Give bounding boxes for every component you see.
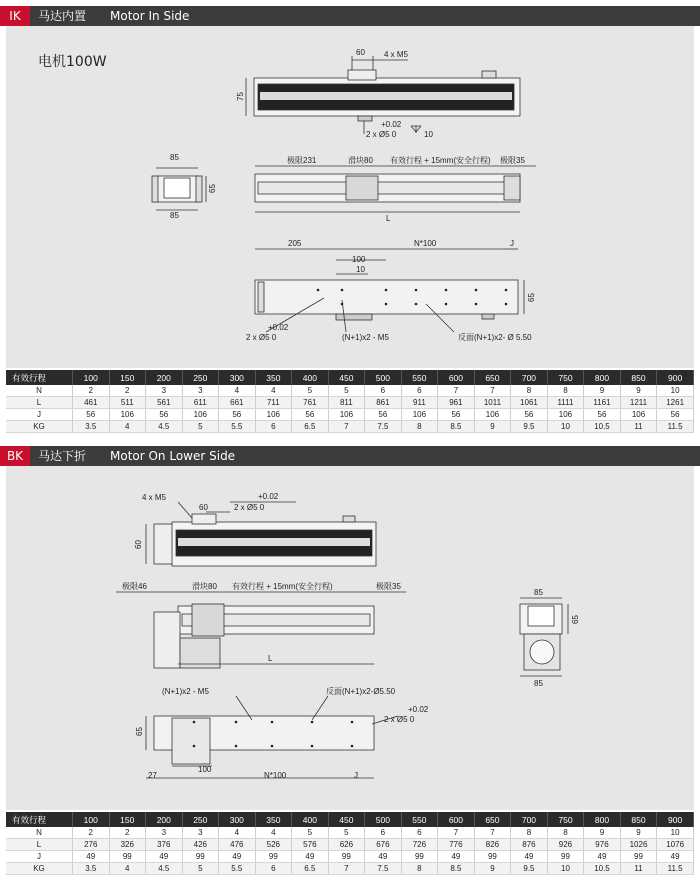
ik-table-cell: 911 xyxy=(401,397,438,409)
ik-table-cell: 1161 xyxy=(584,397,621,409)
bk-table-cell: 10 xyxy=(547,863,584,875)
ik-table-cell: 7 xyxy=(438,385,475,397)
bk-stroke-header: 850 xyxy=(620,812,657,827)
ik-table-cell: 3.5 xyxy=(73,421,110,433)
ik-dim-bot-65: 65 xyxy=(527,293,536,302)
ik-table-row xyxy=(6,397,694,409)
ik-table-cell: 561 xyxy=(146,397,183,409)
ik-table-cell: 56 xyxy=(292,409,329,421)
ik-table-cell: 106 xyxy=(182,409,219,421)
ik-dim-top-l: L xyxy=(386,214,391,223)
bk-table-cell: 726 xyxy=(401,839,438,851)
ik-row-label: J xyxy=(6,409,73,421)
ik-table-cell: 1011 xyxy=(474,397,511,409)
bk-dim-bot-j: J xyxy=(354,771,358,780)
ik-table-cell: 9 xyxy=(584,385,621,397)
ik-table-cell: 6.5 xyxy=(292,421,329,433)
ik-dim-top-slider: 滑块80 xyxy=(348,156,373,165)
ik-dim-front-75: 75 xyxy=(236,92,245,101)
bk-table-cell: 49 xyxy=(511,851,548,863)
bk-dim-front-hole: 2 x Ø5 0 xyxy=(234,503,265,512)
bk-table-cell: 3 xyxy=(146,827,183,839)
ik-dim-top-limit2: 极限35 xyxy=(500,156,525,165)
bk-title-cn: 马达下折 xyxy=(38,449,87,463)
bk-table-cell: 49 xyxy=(365,851,402,863)
bk-table-cell: 49 xyxy=(292,851,329,863)
bk-table-cell: 10.5 xyxy=(584,863,621,875)
bk-stroke-header: 500 xyxy=(365,812,402,827)
ik-table-cell: 8.5 xyxy=(438,421,475,433)
bk-dim-bot-100: 100 xyxy=(198,765,212,774)
ik-table-cell: 761 xyxy=(292,397,329,409)
bk-table-header-label: 有效行程 xyxy=(6,812,73,827)
ik-stroke-header: 200 xyxy=(146,370,183,385)
bk-table-cell: 626 xyxy=(328,839,365,851)
ik-table-cell: 1061 xyxy=(511,397,548,409)
bk-row-label: KG xyxy=(6,863,73,875)
ik-table-cell: 611 xyxy=(182,397,219,409)
ik-subtitle: 电机100W xyxy=(38,54,107,70)
ik-table-row xyxy=(6,385,694,397)
bk-table-row xyxy=(6,863,694,875)
bk-dim-bot-65: 65 xyxy=(135,727,144,736)
bk-table-cell: 9 xyxy=(474,863,511,875)
ik-stroke-header: 100 xyxy=(73,370,110,385)
ik-table-cell: 106 xyxy=(401,409,438,421)
ik-table-cell: 11.5 xyxy=(657,421,694,433)
ik-table-cell: 2 xyxy=(109,385,146,397)
ik-dim-side-85-top: 85 xyxy=(170,153,179,162)
bk-stroke-header: 450 xyxy=(328,812,365,827)
ik-table-cell: 811 xyxy=(328,397,365,409)
bk-table-cell: 10 xyxy=(657,827,694,839)
bk-drawing-panel xyxy=(6,466,694,810)
bk-row-label: J xyxy=(6,851,73,863)
ik-table-cell: 6 xyxy=(401,385,438,397)
ik-table-cell: 1211 xyxy=(620,397,657,409)
bk-badge: BK xyxy=(0,446,30,466)
bk-table-cell: 4 xyxy=(219,827,256,839)
ik-stroke-header: 250 xyxy=(182,370,219,385)
ik-stroke-header: 700 xyxy=(511,370,548,385)
bk-table-row xyxy=(6,851,694,863)
bk-stroke-header: 700 xyxy=(511,812,548,827)
bk-table-cell: 7 xyxy=(438,827,475,839)
ik-row-label: N xyxy=(6,385,73,397)
ik-table-cell: 3 xyxy=(182,385,219,397)
bk-table-cell: 7.5 xyxy=(365,863,402,875)
bk-stroke-header: 600 xyxy=(438,812,475,827)
ik-dim-bot-hole: 2 x Ø5 0 xyxy=(246,333,277,342)
ik-dim-front-hole: 2 x Ø5 0 xyxy=(366,130,397,139)
ik-table-cell: 10.5 xyxy=(584,421,621,433)
ik-stroke-header: 350 xyxy=(255,370,292,385)
ik-table-cell: 56 xyxy=(73,409,110,421)
ik-table-cell: 6 xyxy=(365,385,402,397)
ik-table-cell: 9 xyxy=(474,421,511,433)
ik-table-cell: 4.5 xyxy=(146,421,183,433)
bk-table-cell: 9.5 xyxy=(511,863,548,875)
ik-dim-top-stroke: 有效行程 + 15mm(安全行程) xyxy=(390,156,491,165)
bk-stroke-header: 200 xyxy=(146,812,183,827)
bk-table-cell: 276 xyxy=(73,839,110,851)
bk-dim-side-65: 65 xyxy=(571,615,580,624)
bk-dim-top-stroke: 有效行程 + 15mm(安全行程) xyxy=(232,582,333,591)
bk-table-cell: 99 xyxy=(474,851,511,863)
ik-stroke-header: 550 xyxy=(401,370,438,385)
ik-stroke-header: 450 xyxy=(328,370,365,385)
bk-dim-front-4xm5: 4 x M5 xyxy=(142,493,167,502)
bk-table-cell: 99 xyxy=(255,851,292,863)
bk-table-cell: 99 xyxy=(547,851,584,863)
ik-stroke-header: 800 xyxy=(584,370,621,385)
bk-dim-top-limit1: 极限46 xyxy=(122,582,147,591)
bk-dim-bot-hole: 2 x Ø5 0 xyxy=(384,715,415,724)
ik-section-header xyxy=(0,6,700,26)
bk-table-cell: 99 xyxy=(109,851,146,863)
bk-table-cell: 776 xyxy=(438,839,475,851)
ik-table-cell: 56 xyxy=(511,409,548,421)
bk-table-cell: 4.5 xyxy=(146,863,183,875)
ik-dim-bot-j: J xyxy=(510,239,514,248)
ik-table-cell: 106 xyxy=(547,409,584,421)
bk-table-cell: 99 xyxy=(182,851,219,863)
bk-dim-front-tol: +0.02 xyxy=(258,492,279,501)
ik-spec-table xyxy=(6,370,694,433)
ik-table-cell: 106 xyxy=(620,409,657,421)
ik-table-cell: 106 xyxy=(109,409,146,421)
bk-stroke-header: 350 xyxy=(255,812,292,827)
ik-table-cell: 511 xyxy=(109,397,146,409)
bk-table-cell: 49 xyxy=(73,851,110,863)
bk-dim-top-l: L xyxy=(268,654,273,663)
ik-stroke-header: 300 xyxy=(219,370,256,385)
bk-dim-bot-rev: 反面(N+1)x2-Ø5.50 xyxy=(326,687,396,696)
bk-row-label: N xyxy=(6,827,73,839)
bk-table-cell: 8.5 xyxy=(438,863,475,875)
bk-stroke-header: 100 xyxy=(73,812,110,827)
ik-table-cell: 106 xyxy=(328,409,365,421)
bk-table-cell: 99 xyxy=(620,851,657,863)
ik-dim-bot-10: 10 xyxy=(356,265,365,274)
bk-table-cell: 926 xyxy=(547,839,584,851)
ik-table-cell: 10 xyxy=(547,421,584,433)
bk-table-cell: 5.5 xyxy=(219,863,256,875)
ik-stroke-header: 150 xyxy=(109,370,146,385)
ik-table-cell: 711 xyxy=(255,397,292,409)
bk-stroke-header: 250 xyxy=(182,812,219,827)
ik-table-cell: 861 xyxy=(365,397,402,409)
bk-table-cell: 326 xyxy=(109,839,146,851)
ik-table-row xyxy=(6,421,694,433)
ik-dim-bot-m5: (N+1)x2 - M5 xyxy=(342,333,389,342)
ik-row-label: KG xyxy=(6,421,73,433)
ik-table-row xyxy=(6,409,694,421)
ik-table-cell: 56 xyxy=(219,409,256,421)
bk-spec-table xyxy=(6,812,694,875)
bk-table-cell: 7 xyxy=(474,827,511,839)
bk-table-cell: 5 xyxy=(182,863,219,875)
bk-table-cell: 976 xyxy=(584,839,621,851)
bk-table-cell: 8 xyxy=(401,863,438,875)
bk-stroke-header: 800 xyxy=(584,812,621,827)
bk-table-cell: 5 xyxy=(328,827,365,839)
bk-table-cell: 6 xyxy=(365,827,402,839)
ik-stroke-header: 650 xyxy=(474,370,511,385)
bk-stroke-header: 150 xyxy=(109,812,146,827)
bk-table-cell: 4 xyxy=(255,827,292,839)
bk-table-cell: 2 xyxy=(73,827,110,839)
bk-stroke-header: 550 xyxy=(401,812,438,827)
ik-stroke-header: 600 xyxy=(438,370,475,385)
ik-table-cell: 6 xyxy=(255,421,292,433)
ik-table-cell: 461 xyxy=(73,397,110,409)
ik-title-en: Motor In Side xyxy=(110,9,190,23)
bk-dim-side-85-top: 85 xyxy=(534,588,543,597)
bk-table-cell: 49 xyxy=(438,851,475,863)
ik-stroke-header: 400 xyxy=(292,370,329,385)
ik-dim-bot-rev: 反面(N+1)x2- Ø 5.50 xyxy=(458,333,532,342)
ik-table-header-row xyxy=(6,370,694,385)
ik-dim-side-85-bot: 85 xyxy=(170,211,179,220)
ik-table-cell: 961 xyxy=(438,397,475,409)
bk-table-cell: 4 xyxy=(109,863,146,875)
ik-table-cell: 5 xyxy=(292,385,329,397)
ik-table-cell: 7.5 xyxy=(365,421,402,433)
ik-table-cell: 3 xyxy=(146,385,183,397)
bk-dim-bot-n100: N*100 xyxy=(264,771,287,780)
ik-table-cell: 8 xyxy=(401,421,438,433)
bk-dim-bot-tol: +0.02 xyxy=(408,705,429,714)
bk-dim-top-limit2: 极限35 xyxy=(376,582,401,591)
ik-table-cell: 4 xyxy=(109,421,146,433)
bk-table-cell: 8 xyxy=(547,827,584,839)
ik-table-cell: 1111 xyxy=(547,397,584,409)
ik-table-cell: 56 xyxy=(438,409,475,421)
ik-table-cell: 10 xyxy=(657,385,694,397)
ik-dim-bot-tol: +0.02 xyxy=(268,323,289,332)
bk-table-cell: 99 xyxy=(401,851,438,863)
bk-table-cell: 99 xyxy=(328,851,365,863)
ik-badge: IK xyxy=(0,6,30,26)
bk-table-cell: 49 xyxy=(146,851,183,863)
bk-table-cell: 11.5 xyxy=(657,863,694,875)
ik-drawing xyxy=(6,26,694,368)
ik-dim-front-4xm5: 4 x M5 xyxy=(384,50,409,59)
ik-stroke-header: 750 xyxy=(547,370,584,385)
ik-table-cell: 9 xyxy=(620,385,657,397)
bk-table-cell: 476 xyxy=(219,839,256,851)
ik-table-cell: 56 xyxy=(584,409,621,421)
bk-stroke-header: 900 xyxy=(657,812,694,827)
bk-table-cell: 826 xyxy=(474,839,511,851)
bk-title-en: Motor On Lower Side xyxy=(110,449,236,463)
bk-table-cell: 1026 xyxy=(620,839,657,851)
bk-table-cell: 6.5 xyxy=(292,863,329,875)
ik-table-cell: 106 xyxy=(474,409,511,421)
ik-table-cell: 8 xyxy=(511,385,548,397)
ik-table-cell: 5.5 xyxy=(219,421,256,433)
bk-table-cell: 6 xyxy=(401,827,438,839)
bk-table-cell: 676 xyxy=(365,839,402,851)
bk-table-row xyxy=(6,827,694,839)
bk-table-row xyxy=(6,839,694,851)
bk-section-header xyxy=(0,446,700,466)
ik-table-cell: 9.5 xyxy=(511,421,548,433)
bk-table-cell: 9 xyxy=(584,827,621,839)
ik-stroke-header: 900 xyxy=(657,370,694,385)
ik-table-cell: 11 xyxy=(620,421,657,433)
bk-row-label: L xyxy=(6,839,73,851)
bk-stroke-header: 300 xyxy=(219,812,256,827)
ik-table-cell: 5 xyxy=(182,421,219,433)
bk-table-cell: 9 xyxy=(620,827,657,839)
bk-stroke-header: 400 xyxy=(292,812,329,827)
ik-dim-front-10: 10 xyxy=(424,130,433,139)
bk-table-cell: 49 xyxy=(657,851,694,863)
ik-table-cell: 8 xyxy=(547,385,584,397)
ik-table-cell: 7 xyxy=(328,421,365,433)
ik-table-cell: 56 xyxy=(657,409,694,421)
ik-table-cell: 7 xyxy=(474,385,511,397)
ik-dim-bot-n100: N*100 xyxy=(414,239,437,248)
ik-dim-bot-100: 100 xyxy=(352,255,366,264)
bk-dim-bot-27: 27 xyxy=(148,771,157,780)
ik-table-header-label: 有效行程 xyxy=(6,370,73,385)
bk-table-cell: 49 xyxy=(584,851,621,863)
ik-table-cell: 106 xyxy=(255,409,292,421)
bk-stroke-header: 650 xyxy=(474,812,511,827)
ik-table-cell: 56 xyxy=(146,409,183,421)
bk-dim-bot-m5: (N+1)x2 - M5 xyxy=(162,687,209,696)
bk-table-cell: 3 xyxy=(182,827,219,839)
bk-drawing xyxy=(6,466,694,810)
bk-stroke-header: 750 xyxy=(547,812,584,827)
ik-title-cn: 马达内置 xyxy=(38,9,87,23)
ik-table-cell: 4 xyxy=(255,385,292,397)
ik-drawing-panel xyxy=(6,26,694,368)
ik-table-cell: 1261 xyxy=(657,397,694,409)
bk-table-cell: 11 xyxy=(620,863,657,875)
ik-table-cell: 5 xyxy=(328,385,365,397)
bk-table-cell: 426 xyxy=(182,839,219,851)
bk-table-cell: 576 xyxy=(292,839,329,851)
bk-table-cell: 1076 xyxy=(657,839,694,851)
bk-table-cell: 49 xyxy=(219,851,256,863)
bk-dim-top-slider: 滑块80 xyxy=(192,582,217,591)
bk-dim-front-60v: 60 xyxy=(134,540,143,549)
bk-table-cell: 876 xyxy=(511,839,548,851)
ik-table-cell: 661 xyxy=(219,397,256,409)
ik-row-label: L xyxy=(6,397,73,409)
bk-table-cell: 526 xyxy=(255,839,292,851)
ik-table-cell: 4 xyxy=(219,385,256,397)
bk-table-header-row xyxy=(6,812,694,827)
bk-dim-side-85-bot: 85 xyxy=(534,679,543,688)
bk-table-cell: 5 xyxy=(292,827,329,839)
ik-table-cell: 56 xyxy=(365,409,402,421)
ik-stroke-header: 850 xyxy=(620,370,657,385)
bk-table-cell: 8 xyxy=(511,827,548,839)
ik-dim-side-65: 65 xyxy=(208,184,217,193)
ik-dim-bot-205: 205 xyxy=(288,239,302,248)
bk-table-cell: 6 xyxy=(255,863,292,875)
ik-dim-front-60: 60 xyxy=(356,48,365,57)
ik-dim-top-limit1: 极限231 xyxy=(287,156,317,165)
bk-dim-front-60: 60 xyxy=(199,503,208,512)
bk-table-cell: 2 xyxy=(109,827,146,839)
ik-dim-front-tol: +0.02 xyxy=(381,120,402,129)
bk-table-cell: 3.5 xyxy=(73,863,110,875)
bk-table-cell: 7 xyxy=(328,863,365,875)
ik-stroke-header: 500 xyxy=(365,370,402,385)
ik-table-cell: 2 xyxy=(73,385,110,397)
bk-table-cell: 376 xyxy=(146,839,183,851)
